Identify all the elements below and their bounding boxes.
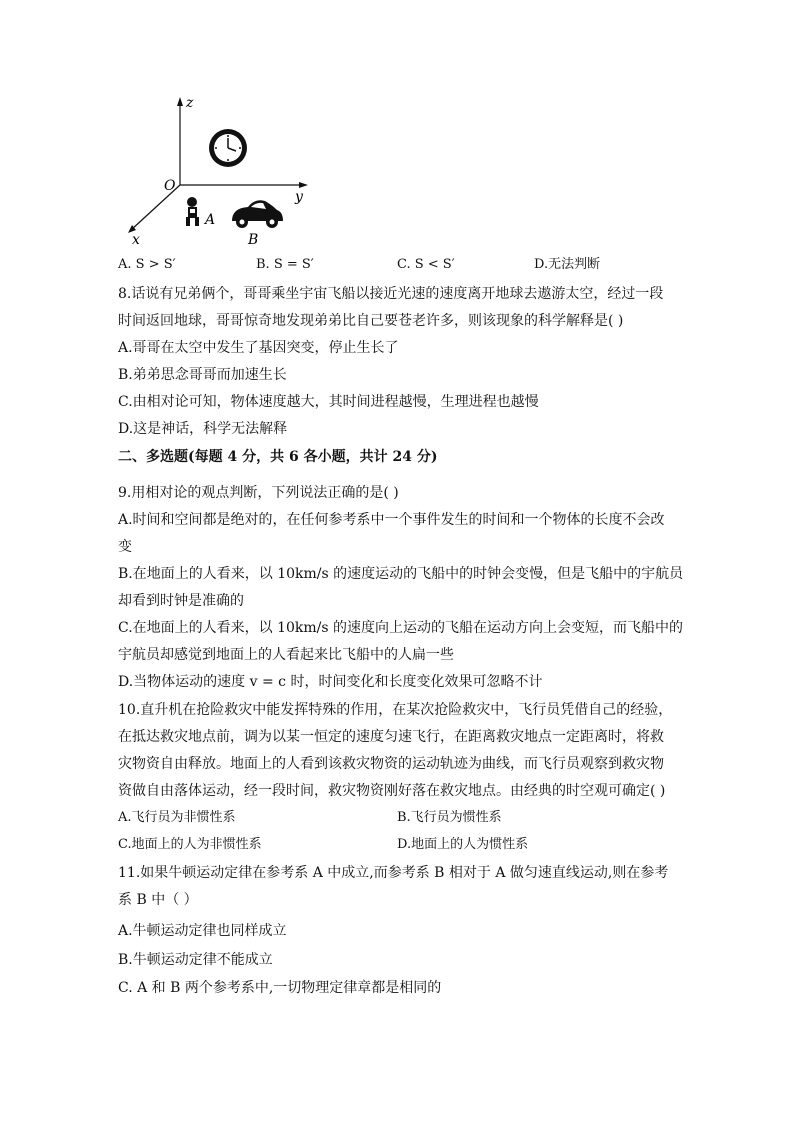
label-a: A (205, 212, 216, 228)
q10-option-d: D.地面上的人为惯性系 (397, 837, 529, 852)
q8-option-c: C.由相对论可知，物体速度越大，其时间进程越慢，生理进程也越慢 (118, 394, 539, 410)
q10-line: 灾物资自由释放。地面上的人看到该救灾物资的运动轨迹为曲线，而飞行员观察到救灾物 (118, 756, 664, 772)
y-arrow (299, 182, 308, 188)
q11-stem-line1: 11.如果牛顿运动定律在参考系 A 中成立,而参考系 B 相对于 A 做匀速直线运动,则在参考 (118, 865, 669, 881)
q7-option-a: A. S > S′ (118, 257, 176, 272)
label-b: B (248, 232, 259, 248)
q11-option-c: C. A 和 B 两个参考系中,一切物理定律章都是相同的 (118, 980, 442, 996)
q10-option-b: B.飞行员为惯性系 (397, 810, 502, 825)
coordinate-figure (0, 0, 794, 260)
q8-option-a: A.哥哥在太空中发生了基因突变，停止生长了 (118, 340, 399, 356)
q11-stem-line2: 系 B 中（ ） (118, 892, 198, 908)
q9-line: 变 (118, 539, 132, 555)
q11-option-b: B.牛顿运动定律不能成立 (118, 952, 273, 968)
z-axis-label: z (186, 95, 194, 111)
q9-line: C.在地面上的人看来，以 10km/s 的速度向上运动的飞船在运动方向上会变短，而飞船中的 (118, 620, 684, 636)
q7-option-b: B. S = S′ (256, 257, 314, 272)
q10-line: 在抵达救灾地点前，调为以某一恒定的速度匀速飞行，在距离救灾地点一定距离时，将救 (118, 729, 664, 745)
q8-stem-line1: 8.话说有兄弟俩个，哥哥乘坐宇宙飞船以接近光速的速度离开地球去遨游太空，经过一段 (118, 286, 664, 302)
q10-option-a: A.飞行员为非惯性系 (118, 810, 236, 825)
person-icon (186, 197, 199, 226)
clock-icon (209, 129, 247, 167)
q9-line: D.当物体运动的速度 v = c 时，时间变化和长度变化效果可忽略不计 (118, 674, 543, 690)
x-axis-label: x (132, 232, 140, 248)
q8-stem-line2: 时间返回地球，哥哥惊奇地发现弟弟比自己要苍老许多，则该现象的科学解释是( ) (118, 313, 624, 329)
q10-line: 资做自由落体运动，经一段时间，救灾物资刚好落在救灾地点。由经典的时空观可确定( ) (118, 783, 666, 799)
q9-line: 却看到时钟是准确的 (118, 593, 244, 609)
q8-option-d: D.这是神话，科学无法解释 (118, 421, 288, 437)
q9-line: 宇航员却感觉到地面上的人看起来比飞船中的人扁一些 (118, 647, 454, 663)
origin-label: O (164, 178, 176, 194)
q9-stem: 9.用相对论的观点判断，下列说法正确的是( ) (118, 485, 399, 501)
q8-option-b: B.弟弟思念哥哥而加速生长 (118, 367, 287, 383)
y-axis-label: y (295, 189, 303, 205)
q9-line: A.时间和空间都是绝对的，在任何参考系中一个事件发生的时间和一个物体的长度不会改 (118, 512, 665, 528)
q10-line: 10.直升机在抢险救灾中能发挥特殊的作用，在某次抢险救灾中，飞行员凭借自己的经验， (118, 702, 673, 718)
q7-option-c: C. S < S′ (397, 257, 455, 272)
section2-heading: 二、多选题(每题 4 分，共 6 各小题，共计 24 分) (118, 449, 438, 465)
car-icon (232, 200, 283, 228)
q7-option-d: D.无法判断 (534, 257, 601, 272)
q10-option-c: C.地面上的人为非惯性系 (118, 837, 262, 852)
q9-line: B.在地面上的人看来，以 10km/s 的速度运动的飞船中的时钟会变慢，但是飞船中的宇航员 (118, 566, 684, 582)
q11-option-a: A.牛顿运动定律也同样成立 (118, 923, 287, 939)
z-arrow (177, 97, 183, 106)
